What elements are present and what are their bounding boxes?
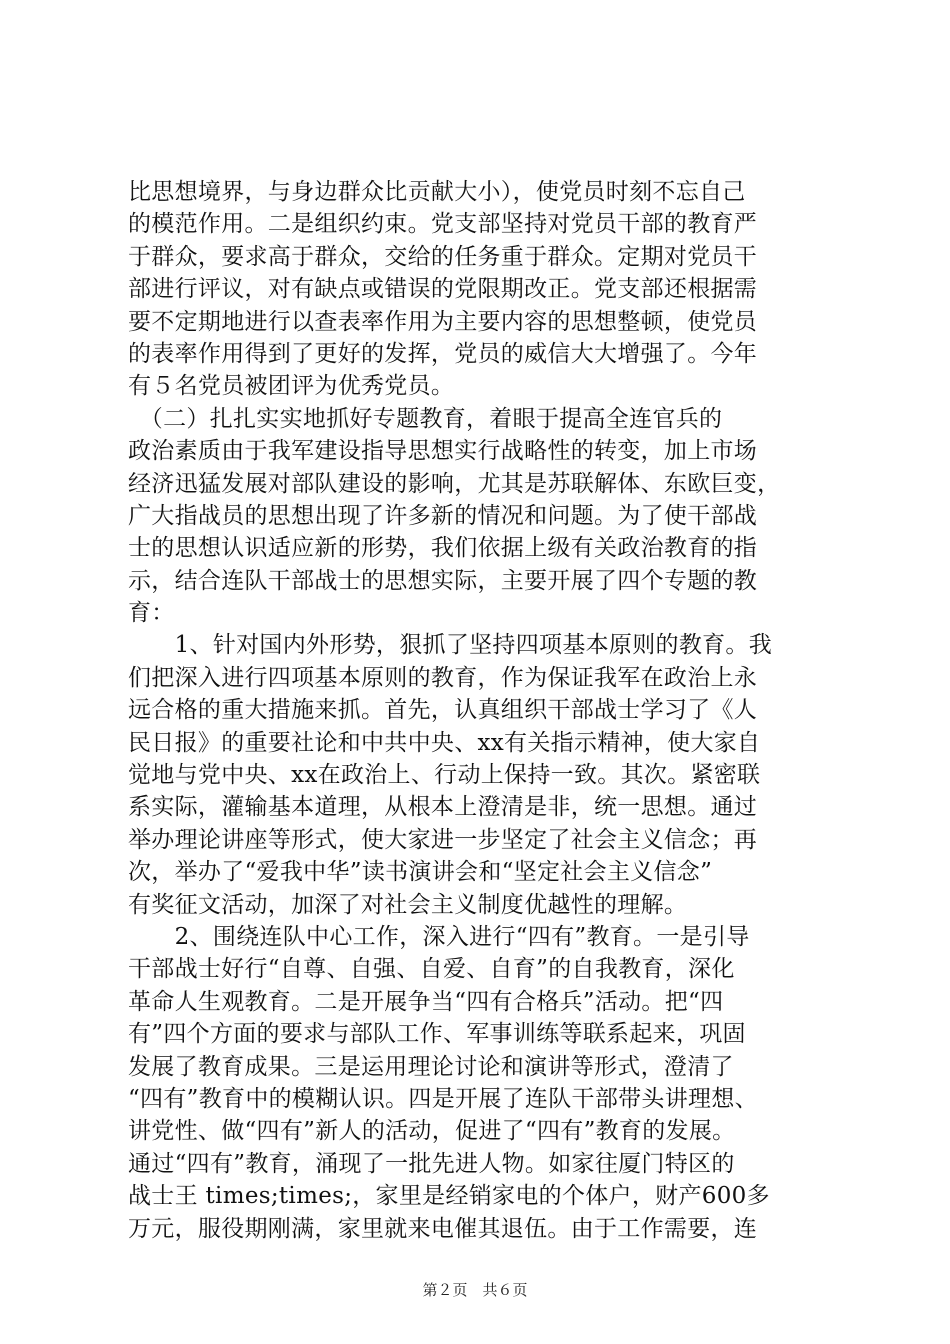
body-line: 万元，服役期刚满，家里就来电催其退伍。由于工作需要，连 [128,1215,758,1242]
body-line: 举办理论讲座等形式，使大家进一步坚定了社会主义信念；再 [128,826,758,853]
body-line: 干部战士好行“自尊、自强、自爱、自育”的自我教育，深化 [128,956,735,983]
body-line: 经济迅猛发展对部队建设的影响，尤其是苏联解体、东欧巨变， [128,470,781,497]
body-line: 2、围绕连队中心工作，深入进行“四有”教育。一是引导 [128,923,750,950]
body-line: （二）扎扎实实地抓好专题教育，着眼于提高全连官兵的 [128,405,723,432]
body-line: 有奖征文活动，加深了对社会主义制度优越性的理解。 [128,891,688,918]
body-line: 发展了教育成果。三是运用理论讨论和演讲等形式，澄清了 [128,1053,734,1080]
page-footer: 第２页 共６页 [422,1281,528,1299]
body-line: 比思想境界，与身边群众比贡献大小），使党员时刻不忘自己 [128,179,746,205]
body-line: 们把深入进行四项基本原则的教育，作为保证我军在政治上永 [128,664,758,691]
body-line: 远合格的重大措施来抓。首先，认真组织干部战士学习了《人 [128,697,758,724]
body-line: “四有”教育中的模糊认识。四是开展了连队干部带头讲理想、 [128,1085,758,1112]
body-line: 通过“四有”教育，涌现了一批先进人物。如家往厦门特区的 [128,1150,735,1177]
body-line: 广大指战员的思想出现了许多新的情况和问题。为了使干部战 [128,502,758,529]
body-line: 示，结合连队干部战士的思想实际，主要开展了四个专题的教 [128,567,758,594]
body-line: 士的思想认识适应新的形势，我们依据上级有关政治教育的指 [128,535,758,562]
body-line: 战士王 times;times;，家里是经销家电的个体户，财产600多 [128,1183,770,1210]
body-line: 育： [128,600,175,627]
body-line: 系实际，灌输基本道理，从根本上澄清是非，统一思想。通过 [128,794,758,821]
body-line: 次，举办了“爱我中华”读书演讲会和“坚定社会主义信念” [128,859,713,886]
body-line: 有”四个方面的要求与部队工作、军事训练等联系起来，巩固 [128,1021,746,1048]
body-line: 政治素质由于我军建设指导思想实行战略性的转变，加上市场 [128,438,758,465]
body-line: 的表率作用得到了更好的发挥，党员的威信大大增强了。今年 [128,340,758,367]
body-line: 有５名党员被团评为优秀党员。 [128,373,455,400]
body-line: 要不定期地进行以查表率作用为主要内容的思想整顿，使党员 [128,308,758,335]
body-line: 于群众，要求高于群众，交给的任务重于群众。定期对党员干 [128,243,758,270]
body-line: 讲党性、做“四有”新人的活动，促进了“四有”教育的发展。 [128,1118,736,1145]
body-line: 民日报》的重要社论和中共中央、xx有关指示精神，使大家自 [128,729,761,756]
body-line: 部进行评议，对有缺点或错误的党限期改正。党支部还根据需 [128,276,758,303]
body-line: 觉地与党中央、xx在政治上、行动上保持一致。其次。紧密联 [128,762,761,789]
body-line: 革命人生观教育。二是开展争当“四有合格兵”活动。把“四 [128,988,724,1015]
body-text [128,176,848,1245]
body-line: 的模范作用。二是组织约束。党支部坚持对党员干部的教育严 [128,211,758,238]
body-line: 1、针对国内外形势，狠抓了坚持四项基本原则的教育。我 [128,632,773,659]
